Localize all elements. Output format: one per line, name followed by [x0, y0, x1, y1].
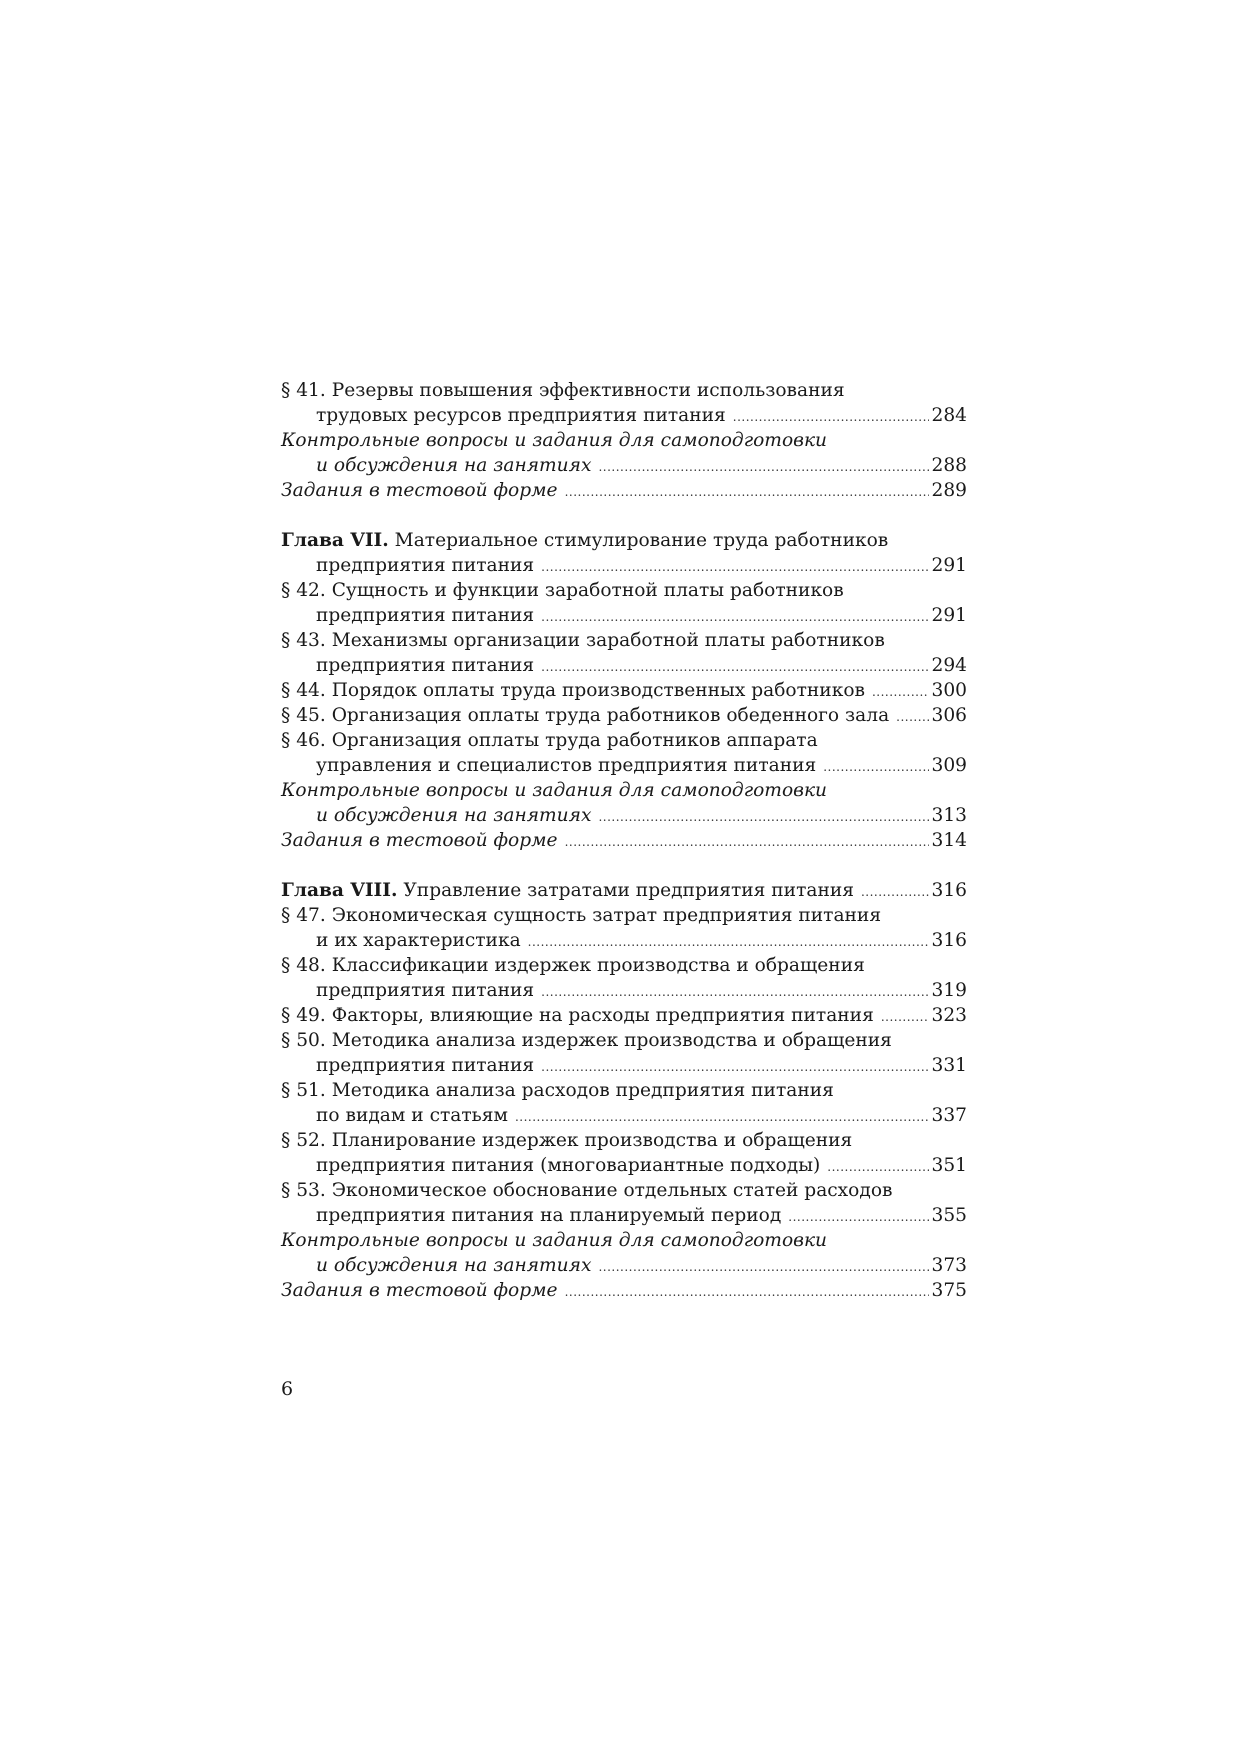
toc-page-number: 373	[931, 1255, 967, 1276]
chapter-label: Глава VIII.	[281, 880, 398, 901]
toc-entry-text	[316, 653, 534, 678]
toc-line	[281, 953, 967, 978]
toc-entry-line-text: предприятия питания	[316, 655, 535, 676]
toc-entry-text	[281, 1078, 834, 1103]
toc-entry-line-text: предприятия питания	[316, 555, 535, 576]
dot-leader	[528, 930, 929, 955]
toc-section-entry	[281, 1003, 967, 1028]
toc-entry-line-text: § 52. Планирование издержек производства и обращения	[281, 1130, 853, 1151]
toc-entry-text	[281, 378, 845, 403]
toc-section-entry	[281, 1078, 967, 1128]
toc-entry-text	[316, 1203, 781, 1228]
toc-entry-text	[281, 1003, 874, 1028]
toc-line	[281, 1128, 967, 1153]
toc-line	[281, 778, 967, 803]
toc-supplement-entry	[281, 428, 967, 478]
toc-entry-text	[281, 953, 865, 978]
dot-leader	[541, 605, 928, 630]
toc-line	[281, 903, 967, 928]
toc-entry-line-text: Задания в тестовой форме	[281, 480, 558, 501]
table-of-contents	[281, 378, 967, 1303]
toc-entry-line-text: § 50. Методика анализа издержек производства и обращения	[281, 1030, 892, 1051]
dot-leader	[515, 1105, 929, 1130]
toc-page-number: 337	[931, 1105, 967, 1126]
toc-entry-line-text: Контрольные вопросы и задания для самоподготовки	[281, 430, 828, 451]
toc-entry-line-text: предприятия питания (многовариантные подходы)	[316, 1155, 821, 1176]
toc-supplement-entry	[281, 778, 967, 828]
toc-entry-line-text: § 43. Механизмы организации заработной платы работников	[281, 630, 885, 651]
toc-page-number: 300	[931, 680, 967, 701]
dot-leader	[881, 1005, 929, 1030]
toc-entry-line-text: и их характеристика	[316, 930, 521, 951]
dot-leader	[598, 1255, 928, 1280]
toc-line	[281, 378, 967, 403]
toc-line	[281, 428, 967, 453]
toc-entry-text	[316, 1053, 534, 1078]
toc-entry-text	[281, 878, 854, 903]
toc-line	[281, 828, 967, 853]
toc-entry-line-text: предприятия питания на планируемый период	[316, 1205, 782, 1226]
toc-line	[281, 603, 967, 628]
dot-leader	[872, 680, 929, 705]
dot-leader	[598, 805, 928, 830]
toc-line	[281, 653, 967, 678]
toc-line	[281, 1078, 967, 1103]
toc-entry-text	[316, 403, 726, 428]
toc-page-number: 294	[931, 655, 967, 676]
toc-entry-text	[316, 453, 591, 478]
toc-entry-line-text: управления и специалистов предприятия питания	[316, 755, 817, 776]
toc-entry-text	[316, 928, 521, 953]
dot-leader	[896, 705, 928, 730]
toc-entry-line-text: Контрольные вопросы и задания для самоподготовки	[281, 780, 828, 801]
toc-entry-line-text: § 42. Сущность и функции заработной платы работников	[281, 580, 844, 601]
dot-leader	[565, 1280, 929, 1305]
toc-page-number: 331	[931, 1055, 967, 1076]
toc-entry-line-text: § 44. Порядок оплаты труда производственных работников	[281, 680, 865, 701]
toc-entry-line-text: и обсуждения на занятиях	[316, 1255, 592, 1276]
toc-line	[281, 578, 967, 603]
toc-page-number: 355	[931, 1205, 967, 1226]
toc-entry-text	[281, 1128, 852, 1153]
chapter-label: Глава VII.	[281, 530, 389, 551]
toc-supplement-entry	[281, 828, 967, 853]
toc-entry-line-text: предприятия питания	[316, 1055, 535, 1076]
toc-page-number: 316	[931, 880, 967, 901]
toc-line	[281, 1278, 967, 1303]
toc-line	[281, 1203, 967, 1228]
toc-page-number: 284	[931, 405, 967, 426]
toc-chapter-entry	[281, 878, 967, 903]
toc-entry-line-text: Материальное стимулирование труда работников	[394, 530, 889, 551]
toc-line	[281, 678, 967, 703]
toc-entry-line-text: предприятия питания	[316, 980, 535, 1001]
toc-line	[281, 453, 967, 478]
toc-page-number: 289	[931, 480, 967, 501]
toc-entry-text	[281, 703, 889, 728]
toc-entry-text	[281, 903, 881, 928]
dot-leader	[565, 830, 929, 855]
toc-entry-line-text: § 51. Методика анализа расходов предприятия питания	[281, 1080, 834, 1101]
dot-leader	[541, 555, 928, 580]
dot-leader	[861, 880, 929, 905]
toc-entry-line-text: § 53. Экономическое обоснование отдельных статей расходов	[281, 1180, 893, 1201]
toc-entry-text	[281, 578, 844, 603]
toc-supplement-entry	[281, 1228, 967, 1278]
toc-line	[281, 1253, 967, 1278]
toc-line	[281, 1053, 967, 1078]
toc-line	[281, 803, 967, 828]
toc-section-entry	[281, 1178, 967, 1228]
toc-page-number: 313	[931, 805, 967, 826]
toc-section-entry	[281, 953, 967, 1003]
dot-leader	[541, 655, 928, 680]
toc-entry-text	[316, 1153, 820, 1178]
toc-line	[281, 553, 967, 578]
toc-line	[281, 1178, 967, 1203]
toc-page-number: 309	[931, 755, 967, 776]
toc-page-number: 375	[931, 1280, 967, 1301]
toc-entry-line-text: Управление затратами предприятия питания	[403, 880, 854, 901]
toc-entry-text	[316, 553, 534, 578]
toc-line	[281, 928, 967, 953]
toc-section-entry	[281, 378, 967, 428]
toc-entry-line-text: § 48. Классификации издержек производства и обращения	[281, 955, 865, 976]
toc-page-number: 319	[931, 980, 967, 1001]
toc-entry-text	[316, 603, 534, 628]
toc-entry-line-text: по видам и статьям	[316, 1105, 508, 1126]
toc-page-number: 314	[931, 830, 967, 851]
dot-leader	[541, 980, 928, 1005]
toc-page-number: 323	[931, 1005, 967, 1026]
toc-entry-line-text: § 49. Факторы, влияющие на расходы предприятия питания	[281, 1005, 874, 1026]
toc-line	[281, 703, 967, 728]
toc-line	[281, 753, 967, 778]
toc-section-entry	[281, 1028, 967, 1078]
toc-entry-line-text: Задания в тестовой форме	[281, 830, 558, 851]
toc-entry-line-text: § 47. Экономическая сущность затрат предприятия питания	[281, 905, 882, 926]
toc-entry-text	[281, 778, 827, 803]
toc-section-entry	[281, 578, 967, 628]
toc-entry-text	[281, 628, 885, 653]
toc-entry-line-text: и обсуждения на занятиях	[316, 455, 592, 476]
toc-entry-line-text: § 45. Организация оплаты труда работников обеденного зала	[281, 705, 890, 726]
toc-line	[281, 728, 967, 753]
toc-line	[281, 628, 967, 653]
toc-page-number: 351	[931, 1155, 967, 1176]
toc-entry-text	[316, 1103, 508, 1128]
toc-line	[281, 1103, 967, 1128]
toc-entry-text	[281, 728, 818, 753]
toc-page-number: 288	[931, 455, 967, 476]
toc-line	[281, 1153, 967, 1178]
dot-leader	[598, 455, 928, 480]
toc-chapter-entry	[281, 528, 967, 578]
toc-line	[281, 1028, 967, 1053]
dot-leader	[827, 1155, 928, 1180]
toc-entry-text	[281, 528, 888, 553]
toc-line	[281, 528, 967, 553]
toc-line	[281, 1003, 967, 1028]
dot-leader	[823, 755, 928, 780]
toc-entry-text	[281, 478, 558, 503]
toc-entry-text	[281, 1028, 892, 1053]
toc-section-entry	[281, 1128, 967, 1178]
toc-entry-text	[316, 978, 534, 1003]
toc-supplement-entry	[281, 478, 967, 503]
toc-entry-line-text: Контрольные вопросы и задания для самоподготовки	[281, 1230, 828, 1251]
toc-supplement-entry	[281, 1278, 967, 1303]
toc-entry-text	[281, 428, 827, 453]
dot-leader	[788, 1205, 928, 1230]
toc-line	[281, 478, 967, 503]
toc-entry-line-text: трудовых ресурсов предприятия питания	[316, 405, 726, 426]
toc-entry-line-text: § 41. Резервы повышения эффективности использования	[281, 380, 845, 401]
toc-page-number: 291	[931, 605, 967, 626]
toc-line	[281, 978, 967, 1003]
toc-entry-line-text: Задания в тестовой форме	[281, 1280, 558, 1301]
toc-section-entry	[281, 728, 967, 778]
toc-entry-text	[281, 1178, 892, 1203]
toc-page-number: 316	[931, 930, 967, 951]
toc-page-number: 306	[931, 705, 967, 726]
toc-entry-text	[281, 1278, 558, 1303]
toc-entry-text	[316, 753, 816, 778]
toc-entry-text	[316, 803, 591, 828]
dot-leader	[733, 405, 929, 430]
page-number: 6	[281, 1378, 294, 1400]
toc-page-number: 291	[931, 555, 967, 576]
toc-section-entry	[281, 703, 967, 728]
toc-entry-text	[316, 1253, 591, 1278]
toc-section-entry	[281, 628, 967, 678]
toc-line	[281, 1228, 967, 1253]
toc-entry-line-text: § 46. Организация оплаты труда работников аппарата	[281, 730, 818, 751]
toc-entry-text	[281, 828, 558, 853]
toc-entry-text	[281, 678, 865, 703]
toc-section-entry	[281, 903, 967, 953]
toc-entry-line-text: предприятия питания	[316, 605, 535, 626]
toc-line	[281, 878, 967, 903]
dot-leader	[565, 480, 929, 505]
dot-leader	[541, 1055, 928, 1080]
toc-entry-line-text: и обсуждения на занятиях	[316, 805, 592, 826]
toc-section-entry	[281, 678, 967, 703]
toc-entry-text	[281, 1228, 827, 1253]
toc-line	[281, 403, 967, 428]
